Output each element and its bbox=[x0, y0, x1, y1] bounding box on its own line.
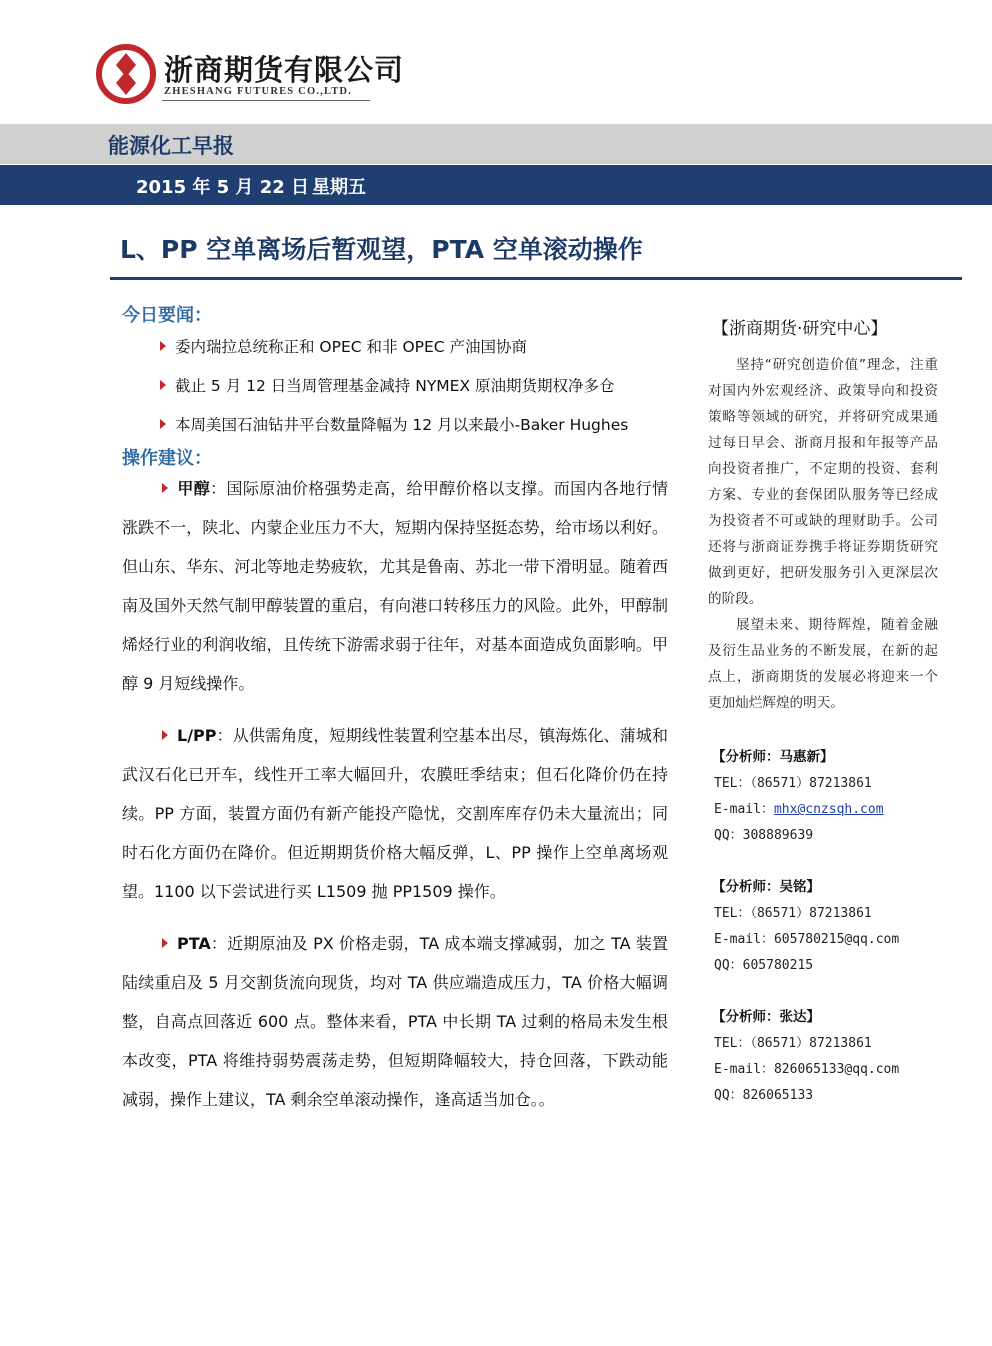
company-name-cn: 浙商期货有限公司 bbox=[164, 53, 405, 87]
bullet-arrow-icon bbox=[162, 938, 168, 948]
news-item bbox=[160, 374, 615, 396]
analyst-email-row bbox=[714, 798, 884, 817]
news-item-text: 截止 5 月 12 日当周管理基金减持 NYMEX 原油期货期权净多仓 bbox=[175, 377, 615, 395]
analyst-heading: 【分析师：马惠新】 bbox=[712, 749, 834, 765]
advice-methanol bbox=[122, 469, 668, 703]
analyst-email-row bbox=[714, 1058, 899, 1077]
advice-label: 甲醇 bbox=[177, 479, 211, 498]
analyst-qq: QQ：308889639 bbox=[714, 828, 814, 843]
research-center-intro: 坚持“研究创造价值”理念，注重对国内外宏观经济、政策导向和投资策略等领域的研究，并将研究成果通过每日早会、浙商月报和年报等产品向投资者推广，不定期的投资、套利方案、专业的套保团队服务等已经成为投资者不可或缺的理财助手。公司还将与浙商证券携手将证券期货研究做到更好，把研发服务引入更深层次的阶段。 bbox=[708, 357, 938, 607]
analyst-heading: 【分析师：张达】 bbox=[712, 1009, 820, 1025]
analyst-email: 826065133@qq.com bbox=[773, 1062, 900, 1077]
headline: L、PP 空单离场后暂观望，PTA 空单滚动操作 bbox=[120, 235, 643, 264]
email-label: E-mail： bbox=[714, 932, 774, 947]
analyst-tel: TEL：（86571）87213861 bbox=[714, 1036, 872, 1051]
bullet-arrow-icon bbox=[160, 341, 166, 351]
company-logo bbox=[96, 44, 156, 104]
bullet-arrow-icon bbox=[160, 380, 166, 390]
bullet-arrow-icon bbox=[162, 730, 168, 740]
analyst-qq: QQ：605780215 bbox=[714, 958, 814, 973]
advice-label: L/PP bbox=[177, 726, 217, 745]
analyst-email-link[interactable]: mhx@cnzsqh.com bbox=[773, 802, 884, 817]
research-center-outlook: 展望未来、期待辉煌，随着金融及衍生品业务的不断发展，在新的起点上，浙商期货的发展必将迎来一个更加灿烂辉煌的明天。 bbox=[708, 617, 938, 711]
analyst-qq: QQ：826065133 bbox=[714, 1088, 814, 1103]
analyst-email: 605780215@qq.com bbox=[773, 932, 900, 947]
advice-text: ：近期原油及 PX 价格走弱，TA 成本端支撑减弱，加之 TA 装置陆续重启及 5 月交割货流向现货，均对 TA 供应端造成压力，TA 价格大幅调整，自高点回落近 600 点。整体来看，PTA 中长期 TA 过剩的格局未发生根本改变，PTA 将维持弱势震荡走势，但短期降幅较大，持仓回落，下跌动能减弱，操作上建议，TA 剩余空单滚动操作，逢高适当加仓。。 bbox=[122, 934, 668, 1109]
headline-divider bbox=[110, 277, 962, 280]
report-weekday: 星期五 bbox=[312, 177, 366, 198]
analyst-tel: TEL：（86571）87213861 bbox=[714, 776, 872, 791]
news-heading: 今日要闻： bbox=[122, 305, 212, 326]
advice-text: ：国际原油价格强势走高，给甲醇价格以支撑。而国内各地行情涨跌不一，陕北、内蒙企业压力不大，短期内保持坚挺态势，给市场以利好。但山东、华东、河北等地走势疲软，尤其是鲁南、苏北一带下滑明显。随着西南及国外天然气制甲醇装置的重启，有向港口转移压力的风险。此外，甲醇制烯烃行业的利润收缩，且传统下游需求弱于往年，对基本面造成负面影响。甲醇 9 月短线操作。 bbox=[122, 479, 668, 693]
news-item bbox=[160, 335, 527, 357]
report-type: 能源化工早报 bbox=[108, 134, 234, 158]
analyst-heading: 【分析师：吴铭】 bbox=[712, 879, 820, 895]
analyst-email-row bbox=[714, 928, 899, 947]
company-name-en: ZHESHANG FUTURES CO.,LTD. bbox=[164, 86, 353, 97]
company-divider bbox=[162, 100, 370, 101]
news-item-text: 委内瑞拉总统称正和 OPEC 和非 OPEC 产油国协商 bbox=[175, 338, 528, 356]
advice-lpp bbox=[122, 716, 668, 911]
news-item bbox=[160, 413, 628, 435]
email-label: E-mail： bbox=[714, 802, 774, 817]
advice-text: ：从供需角度，短期线性装置利空基本出尽，镇海炼化、蒲城和武汉石化已开车，线性开工率大幅回升，农膜旺季结束；但石化降价仍在持续。PP 方面，装置方面仍有新产能投产隐忧，交割库库存仍未大量流出；同时石化方面仍在降价。但近期期货价格大幅反弹，L、PP 操作上空单离场观望。1100 以下尝试进行买 L1509 抛 PP1509 操作。 bbox=[122, 726, 668, 901]
report-date: 2015 年 5 月 22 日 bbox=[136, 177, 310, 198]
bullet-arrow-icon bbox=[160, 419, 166, 429]
email-label: E-mail： bbox=[714, 1062, 774, 1077]
analyst-tel: TEL：（86571）87213861 bbox=[714, 906, 872, 921]
bullet-arrow-icon bbox=[162, 483, 168, 493]
research-center-title: 【浙商期货·研究中心】 bbox=[712, 319, 888, 339]
news-item-text: 本周美国石油钻井平台数量降幅为 12 月以来最小-Baker Hughes bbox=[175, 416, 629, 434]
advice-pta bbox=[122, 924, 668, 1119]
advice-heading: 操作建议： bbox=[122, 448, 212, 469]
advice-label: PTA bbox=[177, 934, 211, 953]
